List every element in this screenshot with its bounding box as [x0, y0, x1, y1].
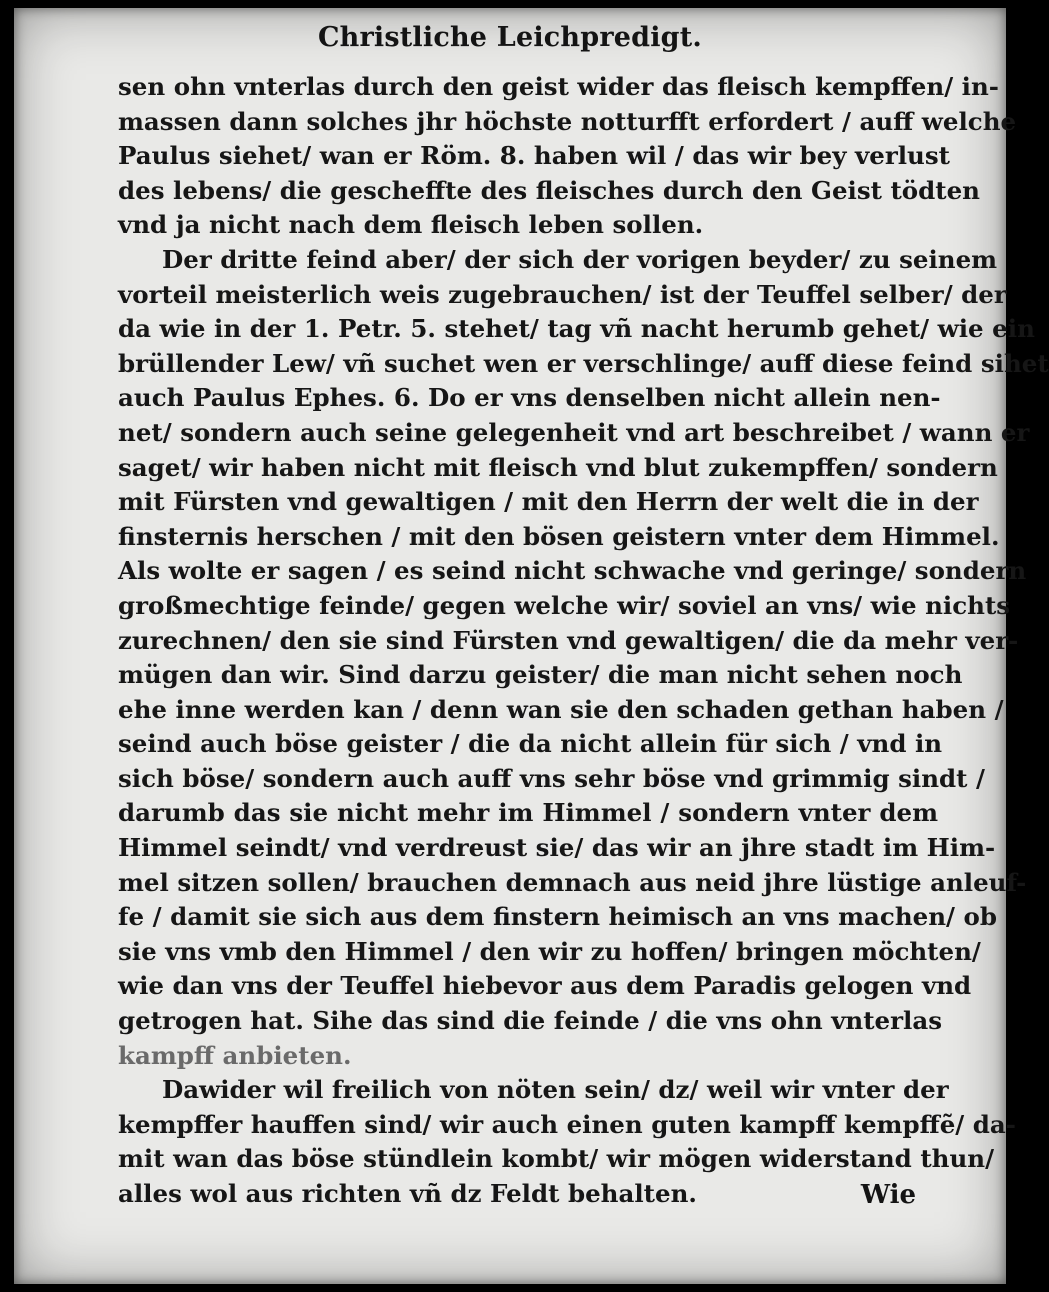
text-line: Paulus siehet/ wan er Röm. 8. haben wil / das wir bey verlust: [118, 141, 950, 171]
text-line: massen dann solches jhr höchste notturfft erfordert / auff welche: [118, 106, 1017, 136]
text-line: auch Paulus Ephes. 6. Do er vns denselben nicht allein nen-: [118, 383, 941, 413]
text-line: Dawider wil freilich von nöten sein/ dz/ weil wir vnter der: [162, 1075, 949, 1105]
text-line: alles wol aus richten vñ dz Feldt behalten.: [118, 1179, 697, 1208]
text-line: getrogen hat. Sihe das sind die feinde / die vns ohn vnterlas: [118, 1006, 943, 1036]
text-line: mügen dan wir. Sind darzu geister/ die man nicht sehen noch: [118, 660, 963, 690]
text-line: saget/ wir haben nicht mit fleisch vnd blut zukempffen/ sondern: [118, 452, 998, 482]
text-line: vorteil meisterlich weis zugebrauchen/ ist der Teuffel selber/ der: [118, 279, 1007, 309]
text-line: sen ohn vnterlas durch den geist wider das fleisch kempffen/ in-: [118, 72, 999, 101]
text-line: net/ sondern auch seine gelegenheit vnd art beschreibet / wann er: [118, 417, 1030, 447]
text-line: kempffer hauffen sind/ wir auch einen guten kampff kempffẽ/ da-: [118, 1109, 1016, 1139]
text-line: zurechnen/ den sie sind Fürsten vnd gewaltigen/ die da mehr ver-: [118, 625, 1019, 655]
text-line: Als wolte er sagen / es seind nicht schwache vnd geringe/ sondern: [118, 556, 1027, 586]
text-line: da wie in der 1. Petr. 5. stehet/ tag vñ nacht herumb gehet/ wie ein: [118, 314, 1035, 344]
book-page: [14, 8, 1049, 1284]
running-header: Christliche Leichpredigt.: [317, 22, 703, 53]
catchword: Wie: [860, 1180, 916, 1210]
text-line: Himmel seindt/ vnd verdreust sie/ das wir an jhre stadt im Him-: [118, 833, 996, 863]
text-line: brüllender Lew/ vñ suchet wen er verschlinge/ auff diese feind sihet: [118, 348, 1049, 378]
text-line: Der dritte feind aber/ der sich der vorigen beyder/ zu seinem: [162, 244, 998, 274]
text-line: mel sitzen sollen/ brauchen demnach aus neid jhre lüstige anleuf-: [118, 867, 1027, 897]
text-line: sie vns vmb den Himmel / den wir zu hoffen/ bringen möchten/: [118, 936, 981, 966]
text-line: mit Fürsten vnd gewaltigen / mit den Herrn der welt die in der: [118, 487, 979, 517]
text-line: sich böse/ sondern auch auff vns sehr böse vnd grimmig sindt /: [118, 763, 985, 793]
text-line: finsternis herschen / mit den bösen geistern vnter dem Himmel.: [118, 521, 1000, 551]
text-line: kampff anbieten.: [118, 1040, 352, 1070]
text-line: wie dan vns der Teuffel hiebevor aus dem Paradis gelogen vnd: [118, 971, 972, 1001]
text-line: großmechtige feinde/ gegen welche wir/ soviel an vns/ wie nichts: [118, 590, 1011, 620]
text-line: seind auch böse geister / die da nicht allein für sich / vnd in: [118, 729, 943, 759]
body-text: [118, 70, 1049, 1212]
text-line: darumb das sie nicht mehr im Himmel / sondern vnter dem: [118, 798, 938, 828]
text-line: fe / damit sie sich aus dem finstern heimisch an vns machen/ ob: [118, 902, 998, 932]
text-line: vnd ja nicht nach dem fleisch leben sollen.: [118, 210, 704, 240]
text-line: ehe inne werden kan / denn wan sie den schaden gethan haben /: [118, 694, 1004, 724]
text-line: mit wan das böse stündlein kombt/ wir mögen widerstand thun/: [118, 1144, 995, 1174]
text-line: des lebens/ die gescheffte des fleisches durch den Geist tödten: [118, 175, 980, 205]
